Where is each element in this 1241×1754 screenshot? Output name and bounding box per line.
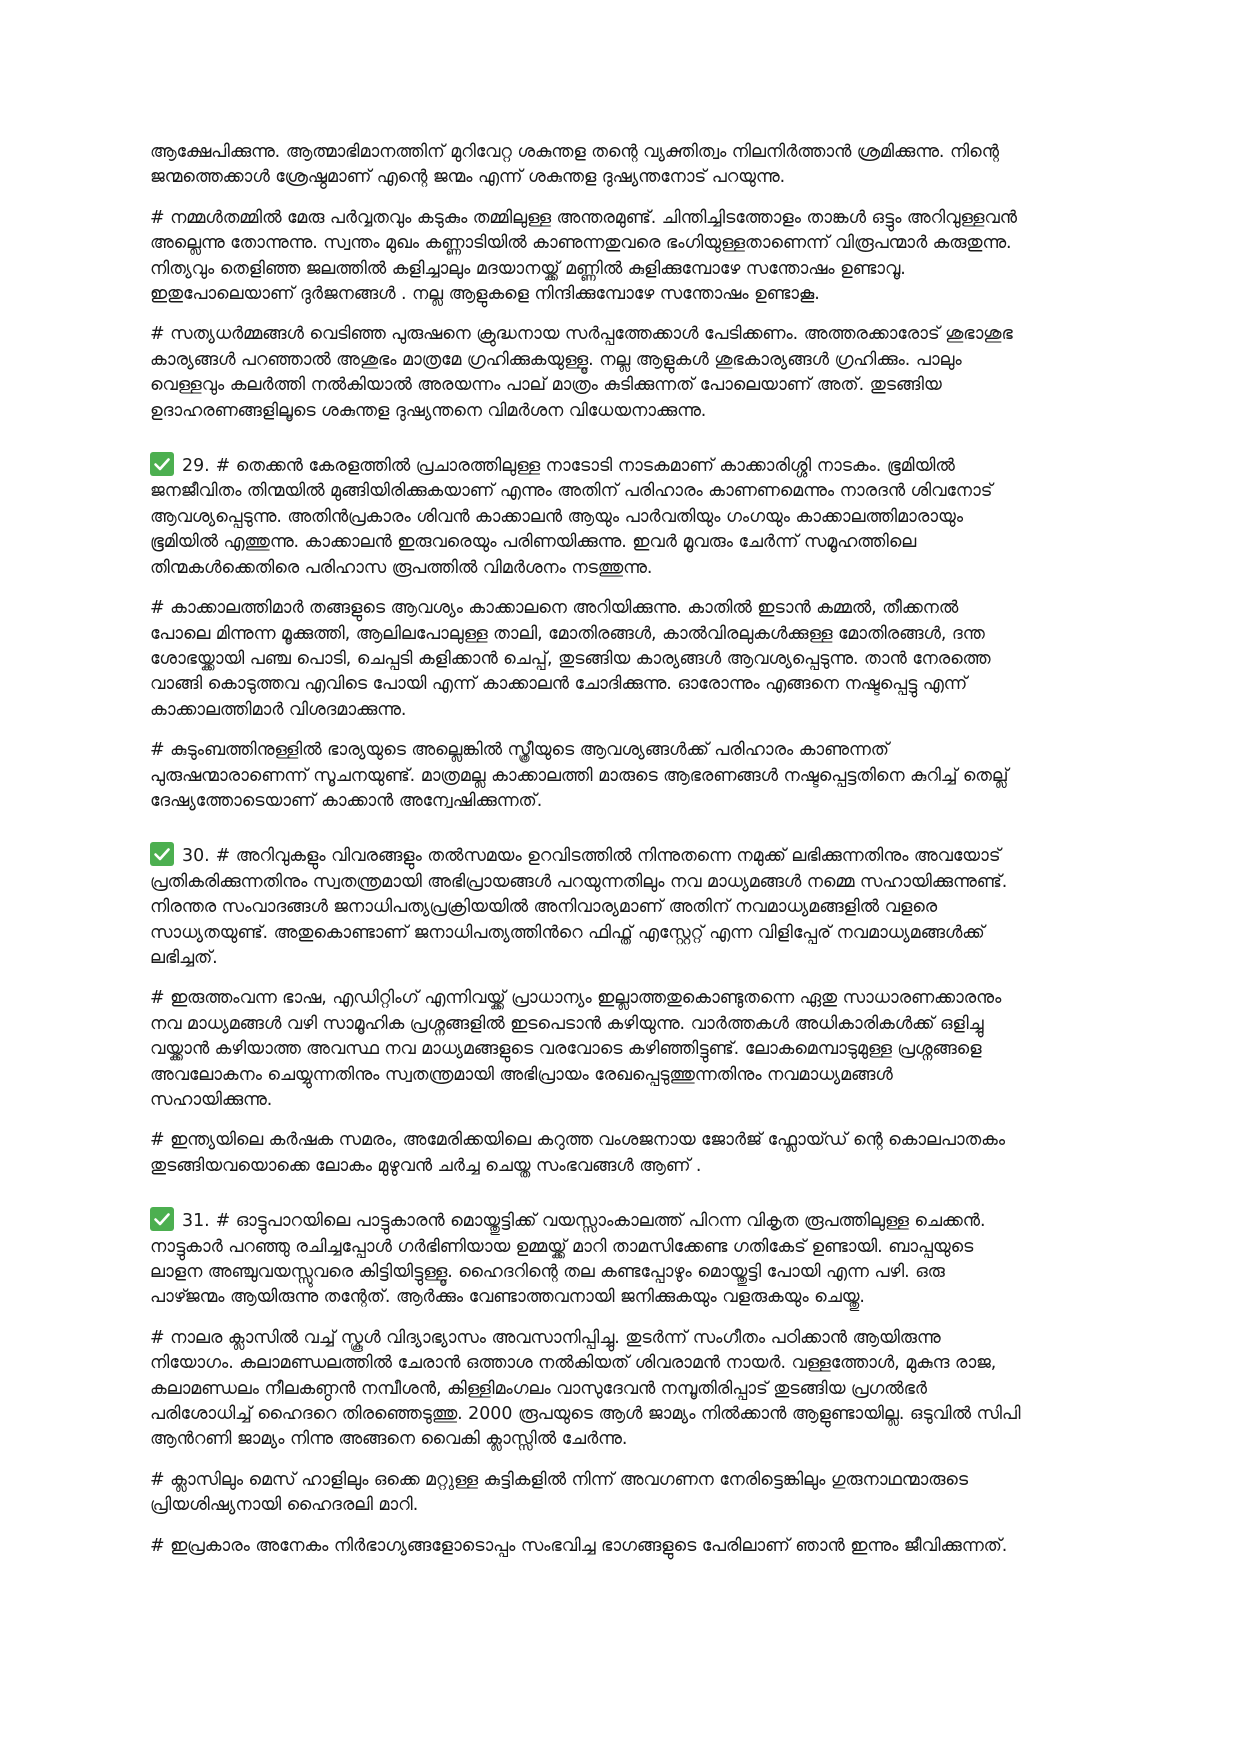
line-text: ആൻറണി ജാമ്യം നിന്നു അങ്ങനെ വൈകി ക്ലാസ്സിൽ ചേർന്നു. (150, 1429, 628, 1450)
line-text: # സത്യധർമ്മങ്ങൾ വെടിഞ്ഞ പുരുഷനെ ക്രുദ്ധനായ സർപ്പത്തേക്കാൾ പേടിക്കണം. അത്തരക്കാരോട് ശുഭാശുഭ (150, 324, 1013, 345)
line-text: # അറിവുകളും വിവരങ്ങളും തൽസമയം ഉറവിടത്തിൽ നിന്നുതന്നെ നമുക്ക് ലഭിക്കുന്നതിനും അവയോട് (215, 846, 1001, 867)
body-paragraph (150, 1534, 1095, 1559)
body-paragraph (150, 1326, 1095, 1453)
line-text: പാഴ്ജന്മം ആയിരുന്നു തന്റേത്. ആർക്കും വേണ്ടാത്തവനായി ജനിക്കുകയും വളരുകയും ചെയ്തു. (150, 1287, 865, 1308)
text-line (150, 698, 1095, 723)
line-text: ആവശ്യപ്പെടുന്നു. അതിൻപ്രകാരം ശിവൻ കാക്കാലൻ ആയും പാർവതിയും ഗംഗയും കാക്കാലത്തിമാരായും (150, 506, 964, 527)
body-paragraph (150, 986, 1095, 1113)
line-text: # ഓട്ടുപാറയിലെ പാട്ടുകാരൻ മൊയ്തുട്ടിക്ക് വയസ്സാംകാലത്ത് പിറന്ന വികൃത രൂപത്തിലുള്ള ചെക്കൻ. (215, 1211, 986, 1232)
text-line (150, 1235, 1095, 1260)
line-text: # നാലര ക്ലാസിൽ വച്ച് സ്കൂൾ വിദ്യാഭ്യാസം അവസാനിപ്പിച്ചു. തുടർന്ന് സംഗീതം പഠിക്കാൻ ആയിരുന്നു (150, 1327, 941, 1348)
text-line (150, 1207, 1095, 1234)
text-line (150, 1468, 1095, 1493)
line-text: തുടങ്ങിയവയൊക്കെ ലോകം മുഴുവൻ ചർച്ച ചെയ്ത സംഭവങ്ങൾ ആണ് . (150, 1155, 702, 1176)
text-line (150, 738, 1095, 763)
text-line (150, 1402, 1095, 1427)
body-paragraph (150, 1128, 1095, 1179)
text-line (150, 764, 1095, 789)
body-paragraph (150, 1468, 1095, 1519)
line-text: ലാളന അഞ്ചുവയസ്സുവരെ കിട്ടിയിട്ടുള്ളൂ. ഹൈദറിന്റെ തല കണ്ടപ്പോഴും മൊയ്തുട്ടി പോയി എന്ന പഴി. ഒരു (150, 1262, 945, 1283)
text-line (150, 870, 1095, 895)
text-line (150, 647, 1095, 672)
line-text: കാര്യങ്ങൾ പറഞ്ഞാൽ അശുഭം മാത്രമേ ഗ്രഹിക്കുകയുള്ളൂ. നല്ല ആളുകൾ ശുഭകാര്യങ്ങൾ ഗ്രഹിക്കും. പാലും (150, 349, 962, 370)
line-text: പ്രതികരിക്കുന്നതിനും സ്വതന്ത്രമായി അഭിപ്രായങ്ങൾ പറയുന്നതിലും നവ മാധ്യമങ്ങൾ നമ്മെ സഹായിക്കുന്നുണ്ട്. (150, 871, 1008, 892)
line-text: നാട്ടുകാർ പറഞ്ഞു രചിച്ചപ്പോൾ ഗർഭിണിയായ ഉമ്മയ്ക്ക് മാറി താമസിക്കേണ്ട ഗതികേട് ഉണ്ടായി. ബാപ്പയുടെ (150, 1236, 974, 1257)
line-text: അല്ലെന്നു തോന്നുന്നു. സ്വന്തം മുഖം കണ്ണാടിയിൽ കാണുന്നതുവരെ ഭംഗിയുള്ളതാണെന്ന് വിരൂപന്മാർ കരുതുന്നു. (150, 233, 1012, 254)
text-line (150, 282, 1095, 307)
line-text: അവലോകനം ചെയ്യുന്നതിനും സ്വതന്ത്രമായി അഭിപ്രായം രേഖപ്പെടുത്തുന്നതിനും നവമാധ്യമങ്ങൾ (150, 1064, 893, 1085)
line-text: വെള്ളവും കലർത്തി നൽകിയാൽ അരയന്നം പാല് മാത്രം കുടിക്കുന്നത് പോലെയാണ് അത്. തുടങ്ങിയ (150, 375, 942, 396)
text-line (150, 399, 1095, 424)
text-line (150, 373, 1095, 398)
question-number: 30. (182, 846, 210, 867)
text-line (150, 348, 1095, 373)
line-text: വാങ്ങി കൊടുത്തവ എവിടെ പോയി എന്ന് കാക്കാലൻ ചോദിക്കുന്നു. ഓരോന്നും എങ്ങനെ നഷ്ടപ്പെട്ടു എന്ന് (150, 674, 968, 695)
line-text: ഉദാഹരണങ്ങളിലൂടെ ശകുന്തള ദുഷ്യന്തനെ വിമർശന വിധേയനാക്കുന്നു. (150, 400, 707, 421)
line-text: കലാമണ്ഡലം നീലകണ്ഠൻ നമ്പീശൻ, കിള്ളിമംഗലം വാസുദേവൻ നമ്പൂതിരിപ്പാട് തുടങ്ങിയ പ്രഗൽഭർ (150, 1378, 927, 1399)
text-line (150, 1534, 1095, 1559)
line-text: നിത്യവും തെളിഞ്ഞ ജലത്തിൽ കളിച്ചാലും മദയാനയ്ക്ക് മണ്ണിൽ കുളിക്കുമ്പോഴേ സന്തോഷം ഉണ്ടാവൂ. (150, 258, 906, 279)
body-paragraph (150, 322, 1095, 424)
text-line (150, 1012, 1095, 1037)
line-text: സഹായിക്കുന്നു. (150, 1090, 273, 1110)
line-text: # ക്ലാസിലും മെസ് ഹാളിലും ഒക്കെ മറ്റുള്ള കുട്ടികളിൽ നിന്ന് അവഗണന നേരിട്ടെങ്കിലും ഗുരുനാഥന്മാരുടെ (150, 1469, 968, 1490)
line-text: കാക്കാലത്തിമാർ വിശദമാക്കുന്നു. (150, 699, 407, 720)
text-line (150, 479, 1095, 504)
text-line (150, 842, 1095, 869)
line-text: പ്രിയശിഷ്യനായി ഹൈദരലി മാറി. (150, 1495, 419, 1516)
line-text: # ഇരുത്തംവന്ന ഭാഷ, എഡിറ്റിംഗ് എന്നിവയ്ക്ക് പ്രാധാന്യം ഇല്ലാത്തതുകൊണ്ടുതന്നെ ഏതു സാധാരണക്കാരനും (150, 988, 1002, 1009)
text-line (150, 505, 1095, 530)
body-paragraph (150, 738, 1095, 814)
text-line (150, 672, 1095, 697)
text-line (150, 1154, 1095, 1179)
text-line (150, 1128, 1095, 1153)
line-text: ഇതുപോലെയാണ് ദുർജനങ്ങൾ . നല്ല ആളുകളെ നിന്ദിക്കുമ്പോഴേ സന്തോഷം ഉണ്ടാകൂ. (150, 284, 820, 305)
line-text: നവ മാധ്യമങ്ങൾ വഴി സാമൂഹിക പ്രശ്നങ്ങളിൽ ഇടപെടാൻ കഴിയുന്നു. വാർത്തകൾ അധികാരികൾക്ക് ഒളിച്ചു (150, 1013, 984, 1034)
text-line (150, 1063, 1095, 1088)
text-line (150, 1037, 1095, 1062)
line-text: നിയോഗം. കലാമണ്ഡലത്തിൽ ചേരാൻ ഒത്താശ നൽകിയത് ശിവരാമൻ നായർ. വള്ളത്തോൾ, മുകുന്ദ രാജ, (150, 1353, 997, 1374)
line-text: ആക്ഷേപിക്കുന്നു. ആത്മാഭിമാനത്തിന് മുറിവേറ്റ ശകുന്തള തന്റെ വ്യക്തിത്വം നിലനിർത്താൻ ശ്രമിക്കുന്നു. നിന്റെ (150, 142, 999, 162)
text-line (150, 921, 1095, 946)
question-answer-paragraph (150, 842, 1095, 971)
text-line (150, 556, 1095, 581)
line-text: ശോഭയ്ക്കായി പഞ്ച പൊടി, ചെപ്പടി കളിക്കാൻ ചെപ്പ്, തുടങ്ങിയ കാര്യങ്ങൾ ആവശ്യപ്പെടുന്നു. താൻ നേരത്തെ (150, 648, 991, 669)
text-line (150, 530, 1095, 555)
line-text: # ഇപ്രകാരം അനേകം നിർഭാഗ്യങ്ങളോടൊപ്പം സംഭവിച്ച ഭാഗങ്ങളുടെ പേരിലാണ് ഞാൻ ഇന്നും ജീവിക്കുന്നത്. (150, 1535, 1008, 1556)
text-line (150, 452, 1095, 479)
text-line (150, 1427, 1095, 1452)
text-line (150, 257, 1095, 282)
line-text: # തെക്കൻ കേരളത്തിൽ പ്രചാരത്തിലുള്ള നാടോടി നാടകമാണ് കാക്കാരിശ്ശി നാടകം. ഭൂമിയിൽ (215, 456, 955, 477)
line-text: സാധ്യതയുണ്ട്. അതുകൊണ്ടാണ് ജനാധിപത്യത്തിൻറെ ഫിഫ്ത് എസ്റ്റേറ്റ് എന്ന വിളിപ്പേര് നവമാധ്യമങ്ങൾക്ക് (150, 922, 985, 943)
document-page (150, 140, 1095, 1574)
line-text: # നമ്മൾതമ്മിൽ മേരു പർവ്വതവും കടുകും തമ്മിലുള്ള അന്തരമുണ്ട്. ചിന്തിച്ചിടത്തോളം താങ്കൾ ഒട്ടും അറിവുള്ളവൻ (150, 207, 1017, 228)
text-line (150, 140, 1095, 165)
text-line (150, 895, 1095, 920)
body-paragraph (150, 206, 1095, 308)
text-line (150, 1285, 1095, 1310)
line-text: പോലെ മിന്നുന്ന മൂക്കുത്തി, ആലിലപോലുള്ള താലി, മോതിരങ്ങൾ, കാൽവിരലുകൾക്കുള്ള മോതിരങ്ങൾ, ദന്ത (150, 623, 985, 644)
body-paragraph (150, 596, 1095, 723)
white-check-mark-icon (150, 1207, 174, 1231)
text-line (150, 1326, 1095, 1351)
line-text: നിരന്തര സംവാദങ്ങൾ ജനാധിപത്യപ്രക്രിയയിൽ അനിവാര്യമാണ് അതിന് നവമാധ്യമങ്ങളിൽ വളരെ (150, 897, 938, 918)
text-line (150, 622, 1095, 647)
question-answer-paragraph (150, 1207, 1095, 1311)
text-line (150, 946, 1095, 971)
line-text: പുരുഷന്മാരാണെന്ന് സൂചനയുണ്ട്. മാത്രമല്ല കാക്കാലത്തി മാരുടെ ആഭരണങ്ങൾ നഷ്ടപ്പെട്ടതിനെ കുറിച്ച് തെല്ല് (150, 765, 1009, 786)
line-text: # ഇന്ത്യയിലെ കർഷക സമരം, അമേരിക്കയിലെ കറുത്ത വംശജനായ ജോർജ് ഫ്ലോയ്ഡ് ന്റെ കൊലപാതകം (150, 1130, 1005, 1151)
question-answer-paragraph (150, 452, 1095, 581)
text-line (150, 1088, 1095, 1113)
line-text: ദേഷ്യത്തോടെയാണ് കാക്കാൻ അന്വേഷിക്കുന്നത്. (150, 790, 543, 811)
line-text: # കുടുംബത്തിനുള്ളിൽ ഭാര്യയുടെ അല്ലെങ്കിൽ സ്ത്രീയുടെ ആവശ്യങ്ങൾക്ക് പരിഹാരം കാണുന്നത് (150, 740, 889, 761)
text-line (150, 1493, 1095, 1518)
line-text: ജനജീവിതം തിന്മയിൽ മുങ്ങിയിരിക്കുകയാണ് എന്നും അതിന് പരിഹാരം കാണണമെന്നും നാരദൻ ശിവനോട് (150, 481, 993, 502)
body-paragraph (150, 140, 1095, 191)
text-line (150, 986, 1095, 1011)
line-text: ജന്മത്തെക്കാൾ ശ്രേഷ്ഠമാണ് എന്റെ ജന്മം എന്ന് ശകുന്തള ദുഷ്യന്തനോട് പറയുന്നു. (150, 167, 786, 188)
text-line (150, 1377, 1095, 1402)
line-text: ലഭിച്ചത്. (150, 947, 218, 968)
line-text: പരിശോധിച്ച് ഹൈദറെ തിരഞ്ഞെടുത്തു. 2000 രൂപയുടെ ആൾ ജാമ്യം നിൽക്കാൻ ആളുണ്ടായില്ല. ഒടുവിൽ സിപി (150, 1404, 1021, 1425)
white-check-mark-icon (150, 842, 174, 866)
line-text: തിന്മകൾക്കെതിരെ പരിഹാസ രൂപത്തിൽ വിമർശനം നടത്തുന്നു. (150, 557, 653, 578)
white-check-mark-icon (150, 452, 174, 476)
text-line (150, 322, 1095, 347)
line-text: വയ്ക്കാൻ കഴിയാത്ത അവസ്ഥ നവ മാധ്യമങ്ങളുടെ വരവോടെ കഴിഞ്ഞിട്ടുണ്ട്. ലോകമെമ്പാടുമുള്ള പ്രശ്നങ്ങളെ (150, 1039, 982, 1060)
text-line (150, 596, 1095, 621)
question-number: 31. (182, 1211, 210, 1232)
text-line (150, 206, 1095, 231)
line-text: # കാക്കാലത്തിമാർ തങ്ങളുടെ ആവശ്യം കാക്കാലനെ അറിയിക്കുന്നു. കാതിൽ ഇടാൻ കമ്മൽ, തീക്കനൽ (150, 598, 959, 619)
text-line (150, 231, 1095, 256)
text-line (150, 1260, 1095, 1285)
line-text: ഭൂമിയിൽ എത്തുന്നു. കാക്കാലൻ ഇരുവരെയും പരിണയിക്കുന്നു. ഇവർ മൂവരും ചേർന്ന് സമൂഹത്തിലെ (150, 532, 917, 553)
text-line (150, 165, 1095, 190)
text-line (150, 789, 1095, 814)
question-number: 29. (182, 456, 210, 477)
text-line (150, 1351, 1095, 1376)
